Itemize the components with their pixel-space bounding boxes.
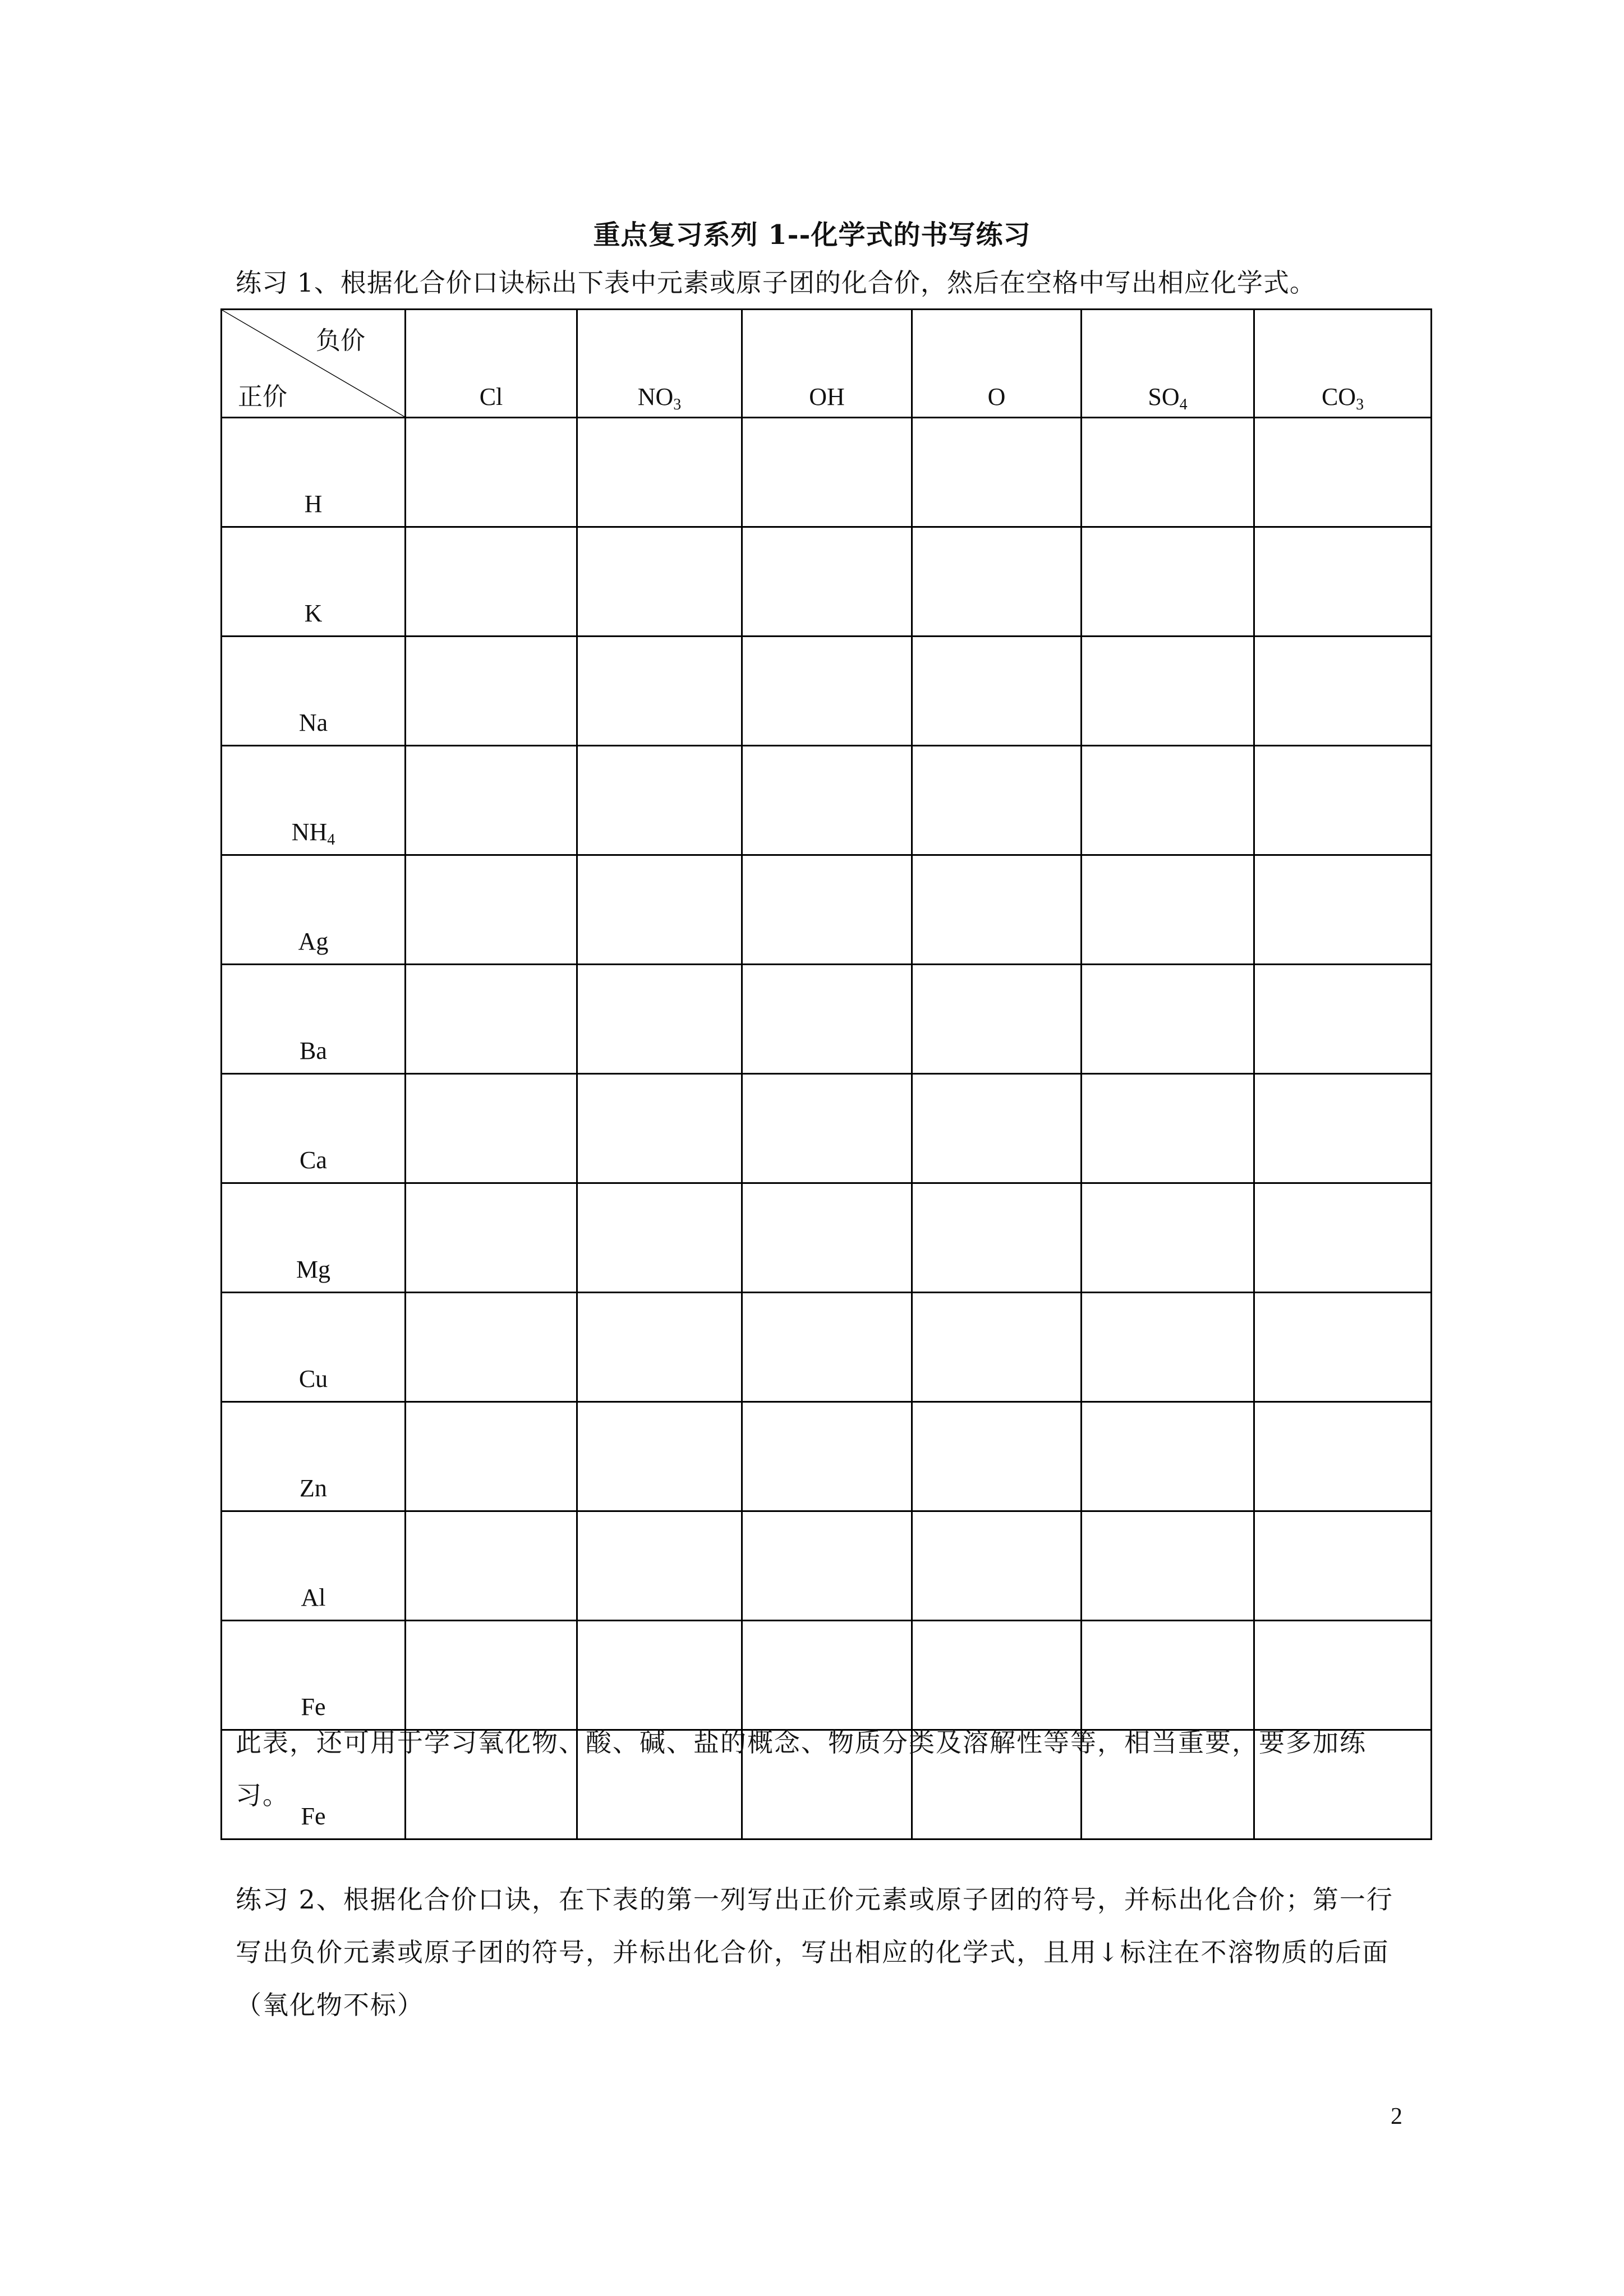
answer-cell[interactable] [577, 1621, 742, 1730]
cation-label: Fe [222, 1730, 406, 1839]
table-row [222, 527, 1432, 637]
answer-cell[interactable] [742, 418, 912, 527]
answer-cell[interactable] [1254, 1402, 1432, 1511]
table-note: 此表，还可用于学习氧化物、酸、碱、盐的概念、物质分类及溶解性等等，相当重要，要多加练习。 [236, 1727, 1367, 1810]
answer-cell[interactable] [1254, 746, 1432, 855]
answer-cell[interactable] [406, 418, 577, 527]
answer-cell[interactable] [912, 1621, 1082, 1730]
table-row [222, 746, 1432, 855]
answer-cell[interactable] [1082, 418, 1254, 527]
answer-cell[interactable] [742, 1293, 912, 1402]
answer-cell[interactable] [1082, 746, 1254, 855]
answer-cell[interactable] [1254, 1183, 1432, 1293]
table-row [222, 1183, 1432, 1293]
answer-cell[interactable] [1082, 1621, 1254, 1730]
answer-cell[interactable] [742, 637, 912, 746]
cation-label: $NH_4$ [222, 746, 406, 855]
answer-cell[interactable] [406, 746, 577, 855]
answer-cell[interactable] [912, 418, 1082, 527]
exercise-1-instructions: 练习 1、根据化合价口诀标出下表中元素或原子团的化合价，然后在空格中写出相应化学式。 [236, 268, 1316, 298]
answer-cell[interactable] [1082, 965, 1254, 1074]
answer-cell[interactable] [912, 965, 1082, 1074]
table-row [222, 1293, 1432, 1402]
answer-cell[interactable] [912, 1183, 1082, 1293]
answer-cell[interactable] [742, 855, 912, 965]
anion-header: O [912, 310, 1082, 418]
answer-cell[interactable] [742, 1621, 912, 1730]
answer-cell[interactable] [406, 1402, 577, 1511]
answer-cell[interactable] [742, 1183, 912, 1293]
cation-label: Ag [222, 855, 406, 965]
cation-label: Al [222, 1511, 406, 1621]
answer-cell[interactable] [1254, 1074, 1432, 1183]
answer-cell[interactable] [406, 1074, 577, 1183]
page-number: 2 [1391, 2104, 1402, 2129]
answer-cell[interactable] [577, 746, 742, 855]
cation-label: Ba [222, 965, 406, 1074]
answer-cell[interactable] [577, 965, 742, 1074]
anion-header: $SO_4$ [1082, 310, 1254, 418]
table-row [222, 418, 1432, 527]
answer-cell[interactable] [406, 1621, 577, 1730]
cation-label: K [222, 527, 406, 637]
answer-cell[interactable] [742, 1402, 912, 1511]
answer-cell[interactable] [1254, 637, 1432, 746]
answer-cell[interactable] [577, 855, 742, 965]
answer-cell[interactable] [1082, 1074, 1254, 1183]
answer-cell[interactable] [1254, 965, 1432, 1074]
answer-cell[interactable] [577, 637, 742, 746]
cation-label: Ca [222, 1074, 406, 1183]
cation-label: Zn [222, 1402, 406, 1511]
answer-cell[interactable] [1254, 1621, 1432, 1730]
answer-cell[interactable] [912, 746, 1082, 855]
cation-label: Na [222, 637, 406, 746]
anion-header: OH [742, 310, 912, 418]
cation-label: Cu [222, 1293, 406, 1402]
answer-cell[interactable] [406, 1511, 577, 1621]
answer-cell[interactable] [577, 1293, 742, 1402]
answer-cell[interactable] [912, 1402, 1082, 1511]
positive-valence-label: 正价 [238, 382, 287, 411]
answer-cell[interactable] [1254, 1511, 1432, 1621]
answer-cell[interactable] [577, 527, 742, 637]
answer-cell[interactable] [406, 637, 577, 746]
table-row [222, 637, 1432, 746]
answer-cell[interactable] [1082, 527, 1254, 637]
answer-cell[interactable] [912, 1074, 1082, 1183]
answer-cell[interactable] [912, 1511, 1082, 1621]
valence-table [220, 308, 1432, 1840]
answer-cell[interactable] [742, 527, 912, 637]
table-row [222, 1402, 1432, 1511]
exercise-2-instructions: 练习 2、根据化合价口诀，在下表的第一列写出正价元素或原子团的符号，并标出化合价；第一行写出负价元素或原子团的符号，并标出化合价，写出相应的化学式，且用↓标注在不溶物质的后面（氧化物不标） [236, 1884, 1393, 2020]
answer-cell[interactable] [1082, 1293, 1254, 1402]
answer-cell[interactable] [742, 1074, 912, 1183]
answer-cell[interactable] [1082, 1511, 1254, 1621]
negative-valence-label: 负价 [316, 326, 365, 355]
table-row [222, 1074, 1432, 1183]
answer-cell[interactable] [577, 1074, 742, 1183]
answer-cell[interactable] [1082, 855, 1254, 965]
answer-cell[interactable] [1082, 1402, 1254, 1511]
answer-cell[interactable] [1082, 1183, 1254, 1293]
anion-header: Cl [406, 310, 577, 418]
page-title: 重点复习系列 1--化学式的书写练习 [593, 219, 1031, 251]
answer-cell[interactable] [406, 1183, 577, 1293]
anion-header: $NO_3$ [577, 310, 742, 418]
answer-cell[interactable] [577, 1511, 742, 1621]
answer-cell[interactable] [1082, 637, 1254, 746]
answer-cell[interactable] [912, 1293, 1082, 1402]
cation-label: H [222, 418, 406, 527]
answer-cell[interactable] [1254, 1293, 1432, 1402]
answer-cell[interactable] [912, 637, 1082, 746]
answer-cell[interactable] [577, 1183, 742, 1293]
answer-cell[interactable] [742, 746, 912, 855]
answer-cell[interactable] [406, 1293, 577, 1402]
answer-cell[interactable] [912, 527, 1082, 637]
answer-cell[interactable] [1254, 855, 1432, 965]
answer-cell[interactable] [406, 965, 577, 1074]
answer-cell[interactable] [406, 527, 577, 637]
answer-cell[interactable] [577, 1402, 742, 1511]
answer-cell[interactable] [406, 855, 577, 965]
answer-cell[interactable] [1254, 527, 1432, 637]
corner-header [222, 310, 406, 418]
cation-label: Mg [222, 1183, 406, 1293]
anion-header: $CO_3$ [1254, 310, 1432, 418]
answer-cell[interactable] [912, 855, 1082, 965]
table-row [222, 1621, 1432, 1730]
answer-cell[interactable] [577, 418, 742, 527]
table-row [222, 1511, 1432, 1621]
cation-label: Fe [222, 1621, 406, 1730]
answer-cell[interactable] [742, 1511, 912, 1621]
table-row [222, 965, 1432, 1074]
answer-cell[interactable] [1254, 418, 1432, 527]
answer-cell[interactable] [742, 965, 912, 1074]
table-row [222, 855, 1432, 965]
